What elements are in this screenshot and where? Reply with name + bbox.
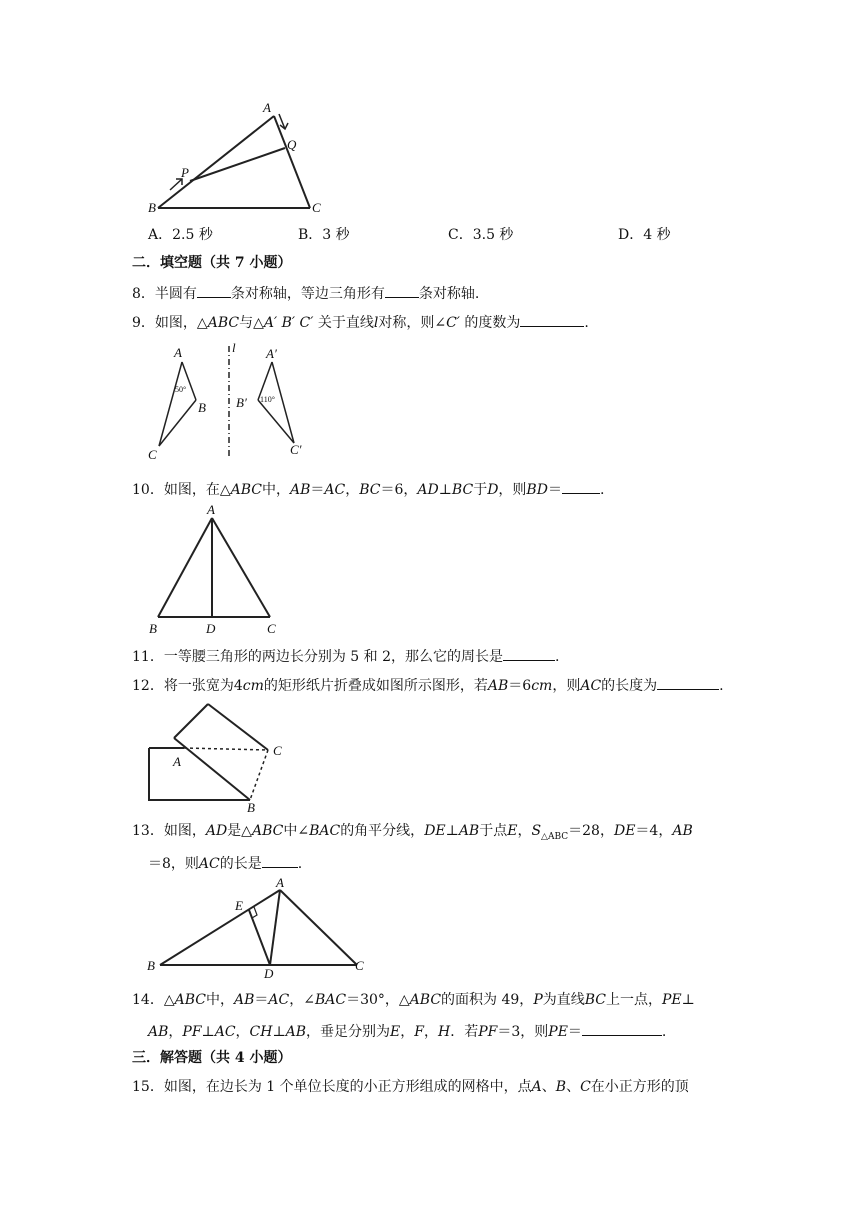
- q13-label-c: C: [355, 958, 364, 973]
- q14-line2-run: PF: [478, 1024, 498, 1040]
- q12-label-c: C: [273, 743, 282, 758]
- q8-blank-1[interactable]: [197, 283, 231, 298]
- q10-label-d: D: [206, 621, 216, 636]
- q13-label-b: B: [147, 958, 155, 973]
- q9-angle-50: 50°: [175, 385, 187, 394]
- q14-line2-run: CH: [249, 1024, 273, 1040]
- q13-label-e: E: [235, 898, 243, 913]
- q7-label-a: A: [263, 100, 271, 115]
- q10-blank[interactable]: [562, 479, 600, 494]
- q10-triangle-figure: [140, 504, 290, 639]
- q14-line2-run: AC: [214, 1024, 236, 1040]
- q14-line2-run: ，垂足分别为: [306, 1024, 391, 1040]
- q7-choice-a: A．2.5 秒: [148, 227, 213, 243]
- q14-line2-run: E: [390, 1024, 401, 1040]
- q13-label-a: A: [276, 875, 284, 890]
- q12-fold-figure: [140, 700, 310, 815]
- section-3-title: 三．解答题（共 4 小题）: [132, 1050, 292, 1066]
- q10-label-c: C: [267, 621, 276, 636]
- question-14-line-1: 14．△ABC中，AB＝AC，∠BAC＝30°，△ABC的面积为 49，P为直线BC上一点，PE⊥: [132, 992, 695, 1008]
- q7-choice-d: D．4 秒: [618, 227, 671, 243]
- q14-line2-run: ⊥: [272, 1024, 286, 1040]
- q9-label-a-prime: A′: [266, 346, 277, 361]
- q14-line2-run: ，: [424, 1024, 438, 1040]
- q13-blank[interactable]: [262, 853, 298, 868]
- q10-label-a: A: [207, 502, 215, 517]
- q14-line2-run: ，: [235, 1024, 250, 1040]
- q10-label-b: B: [149, 621, 157, 636]
- question-13-line-1: 13．如图，AD是△ABC中∠BAC的角平分线，DE⊥AB于点E，$S_{\triangle ABC}=28$，DE＝4，AB: [132, 823, 693, 842]
- q9-label-b-prime: B′: [236, 395, 247, 410]
- q14-line2-run: H: [438, 1024, 451, 1040]
- q14-line2-run: AB: [148, 1024, 169, 1040]
- q7-label-q: Q: [287, 137, 297, 152]
- q8-blank-2[interactable]: [385, 283, 419, 298]
- q14-line2-run: PF: [182, 1024, 202, 1040]
- q9-label-a: A: [174, 345, 182, 360]
- q12-label-b: B: [247, 800, 255, 815]
- section-2-title: 二．填空题（共 7 小题）: [132, 255, 292, 271]
- question-10: 10．如图，在△ABC中，AB＝AC，BC＝6，AD⊥BC于D，则BD＝ .: [132, 479, 604, 499]
- q14-line2-run: AB: [285, 1024, 307, 1040]
- q9-label-l: l: [232, 340, 236, 355]
- question-8: 8．半圆有 条对称轴，等边三角形有 条对称轴.: [132, 283, 479, 303]
- q9-label-c-prime: C′: [290, 442, 302, 457]
- question-14-line-2: AB，PF⊥AC，CH⊥AB，垂足分别为E，F，H．若PF＝3，则PE＝ .: [148, 1021, 666, 1041]
- q13-bisector-figure: [140, 874, 380, 984]
- q7-label-b: B: [148, 200, 156, 215]
- q9-label-c: C: [148, 447, 157, 462]
- q9-symmetry-figure: [140, 340, 320, 465]
- q14-line2-run: F: [414, 1024, 424, 1040]
- q9-angle-110: 110°: [260, 395, 275, 404]
- q14-line2-run: ⊥: [201, 1024, 215, 1040]
- q7-label-c: C: [312, 200, 321, 215]
- q7-triangle-figure: [140, 98, 340, 218]
- question-9: 9．如图，△ABC与△A′ B′ C′ 关于直线l对称，则∠C′ 的度数为 .: [132, 312, 589, 332]
- q7-label-p: P: [181, 165, 189, 180]
- question-11: 11．一等腰三角形的两边长分别为 5 和 2，那么它的周长是 .: [132, 646, 559, 666]
- question-15: 15．如图，在边长为 1 个单位长度的小正方形组成的网格中，点A、B、C在小正方形的顶: [132, 1079, 689, 1095]
- q14-blank[interactable]: [582, 1021, 662, 1036]
- q13-label-d: D: [264, 966, 274, 981]
- q9-label-b: B: [198, 400, 206, 415]
- q7-choice-b: B．3 秒: [298, 227, 350, 243]
- q14-line2-run: ．若: [450, 1024, 479, 1040]
- q14-line2-run: ＝3，则: [497, 1024, 549, 1040]
- q11-blank[interactable]: [503, 646, 555, 661]
- q12-blank[interactable]: [657, 675, 719, 690]
- q14-line2-run: PE: [548, 1024, 568, 1040]
- q7-choice-c: C．3.5 秒: [448, 227, 514, 243]
- question-13-line-2: ＝8，则AC的长是 .: [148, 853, 302, 873]
- question-12: 12．将一张宽为4cm的矩形纸片折叠成如图所示图形，若AB＝6cm，则AC的长度为 .: [132, 675, 724, 695]
- q14-line2-run: ＝: [567, 1024, 582, 1040]
- q9-blank[interactable]: [520, 312, 584, 327]
- q14-line2-run: ，: [400, 1024, 415, 1040]
- q12-label-a: A: [173, 754, 181, 769]
- q14-line2-run: ，: [168, 1024, 183, 1040]
